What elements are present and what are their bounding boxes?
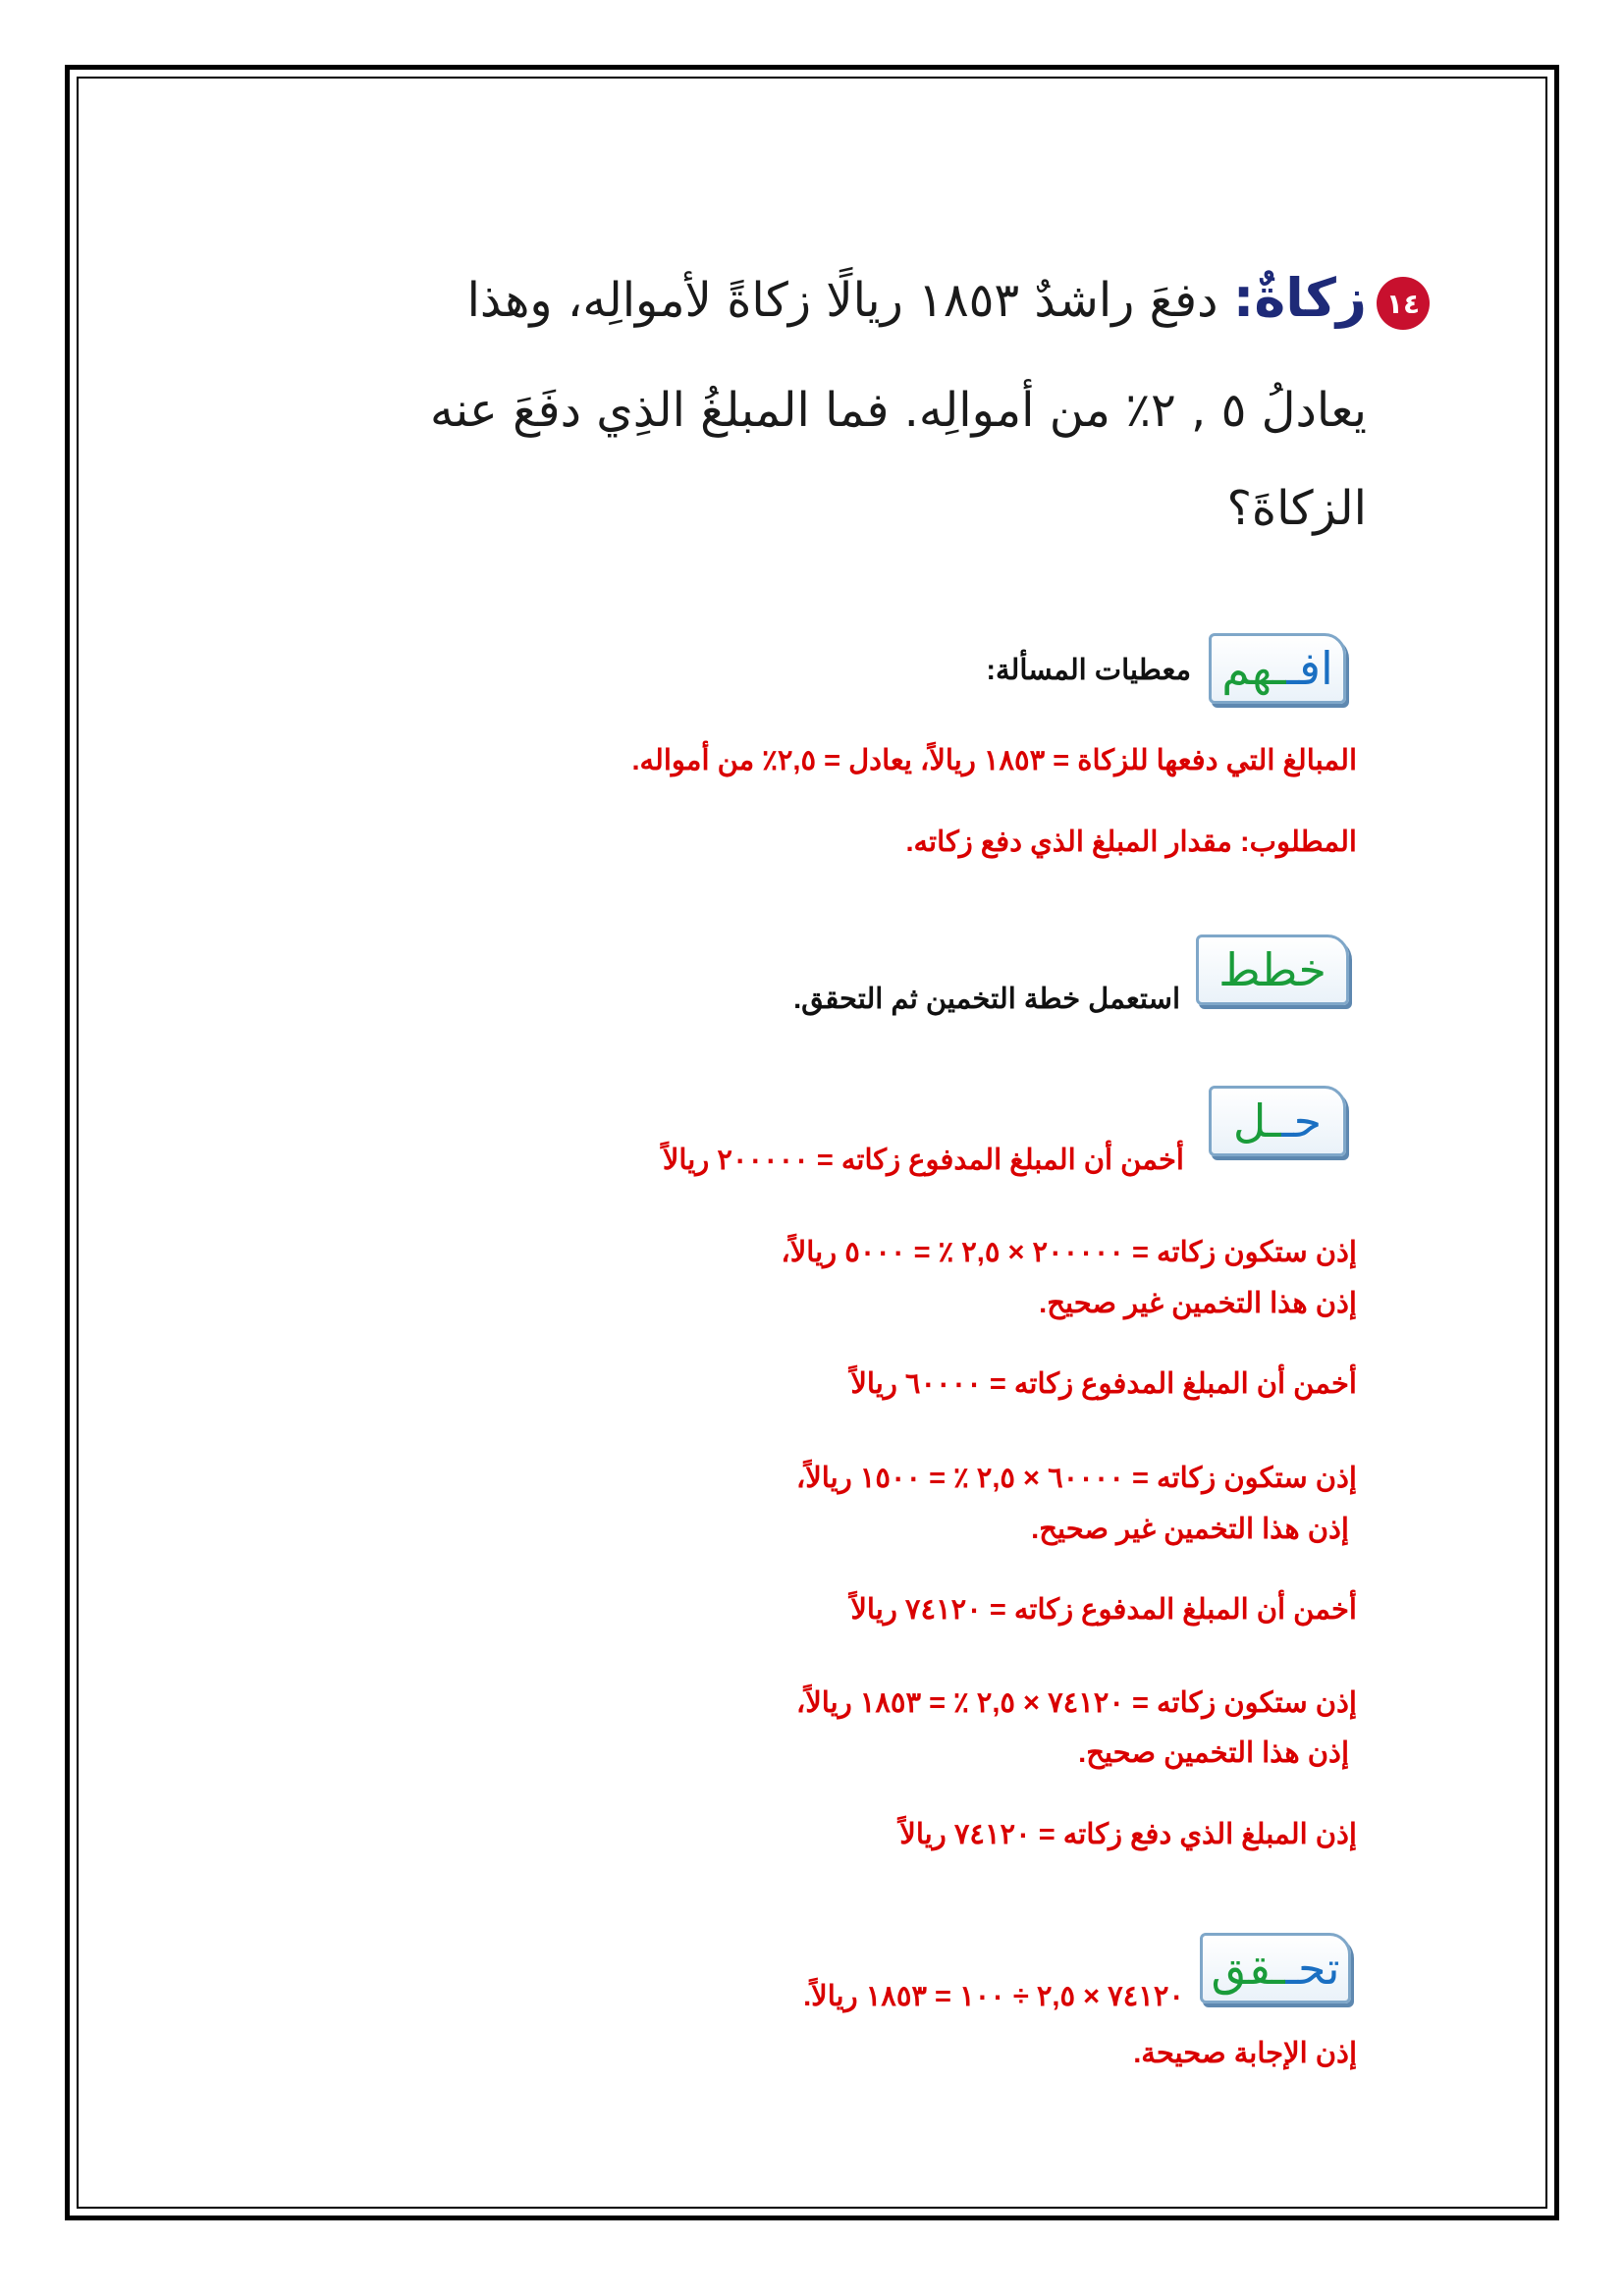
- problem-line-2: يعادلُ ٥ , ٢٪ من أموالِه. فما المبلغُ الذِي دفَعَ عنه: [429, 383, 1367, 438]
- problem-text-1: دفعَ راشدٌ ١٨٥٣ ريالًا زكاةً لأموالِه، وهذا: [466, 273, 1218, 328]
- guess-1: أخمن أن المبلغ المدفوع زكاته = ٢٠٠٠٠٠ ريالاً: [662, 1145, 1184, 1176]
- check-badge: تحـ ـقق: [1200, 1933, 1351, 2003]
- understand-heading: معطيات المسألة:: [986, 655, 1191, 686]
- calc-2: إذن ستكون زكاته = ٦٠٠٠٠ × ٢,٥ ٪ = ١٥٠٠ ريالاً،: [795, 1463, 1357, 1494]
- solve-badge: حـ ـل: [1209, 1086, 1346, 1156]
- plan-text: استعمل خطة التخمين ثم التحقق.: [793, 984, 1180, 1015]
- conclusion: إذن المبلغ الذي دفع زكاته = ٧٤١٢٠ ريالاً: [899, 1819, 1357, 1850]
- guess-3: أخمن أن المبلغ المدفوع زكاته = ٧٤١٢٠ ريالاً: [850, 1594, 1357, 1626]
- understand-badge: افـ ـهم: [1209, 633, 1346, 704]
- check-result: إذن الإجابة صحيحة.: [1133, 2038, 1357, 2069]
- calc-1: إذن ستكون زكاته = ٢٠٠٠٠٠ × ٢,٥ ٪ = ٥٠٠٠ ريالاً،: [781, 1237, 1357, 1268]
- result-2: إذن هذا التخمين غير صحيح.: [1031, 1514, 1349, 1545]
- result-1: إذن هذا التخمين غير صحيح.: [1039, 1288, 1357, 1319]
- given-text: المبالغ التي دفعها للزكاة = ١٨٥٣ ريالاً، يعادل = ٢,٥٪ من أمواله.: [631, 745, 1357, 776]
- result-3: إذن هذا التخمين صحيح.: [1078, 1737, 1349, 1769]
- calc-3: إذن ستكون زكاته = ٧٤١٢٠ × ٢,٥ ٪ = ١٨٥٣ ريالاً،: [795, 1687, 1357, 1719]
- required-text: المطلوب: مقدار المبلغ الذي دفع زكاته.: [905, 827, 1357, 858]
- problem-keyword: زكاةٌ:: [1232, 267, 1367, 329]
- problem-line-1: [467, 267, 1367, 329]
- problem-line-3: الزكاةَ؟: [1226, 481, 1367, 536]
- check-calc: ٧٤١٢٠ × ٢,٥ ÷ ١٠٠ = ١٨٥٣ ريالاً.: [803, 1981, 1184, 2012]
- plan-badge: خطط: [1196, 934, 1349, 1005]
- guess-2: أخمن أن المبلغ المدفوع زكاته = ٦٠٠٠٠ ريالاً: [850, 1368, 1357, 1400]
- problem-number: ١٤: [1377, 277, 1430, 330]
